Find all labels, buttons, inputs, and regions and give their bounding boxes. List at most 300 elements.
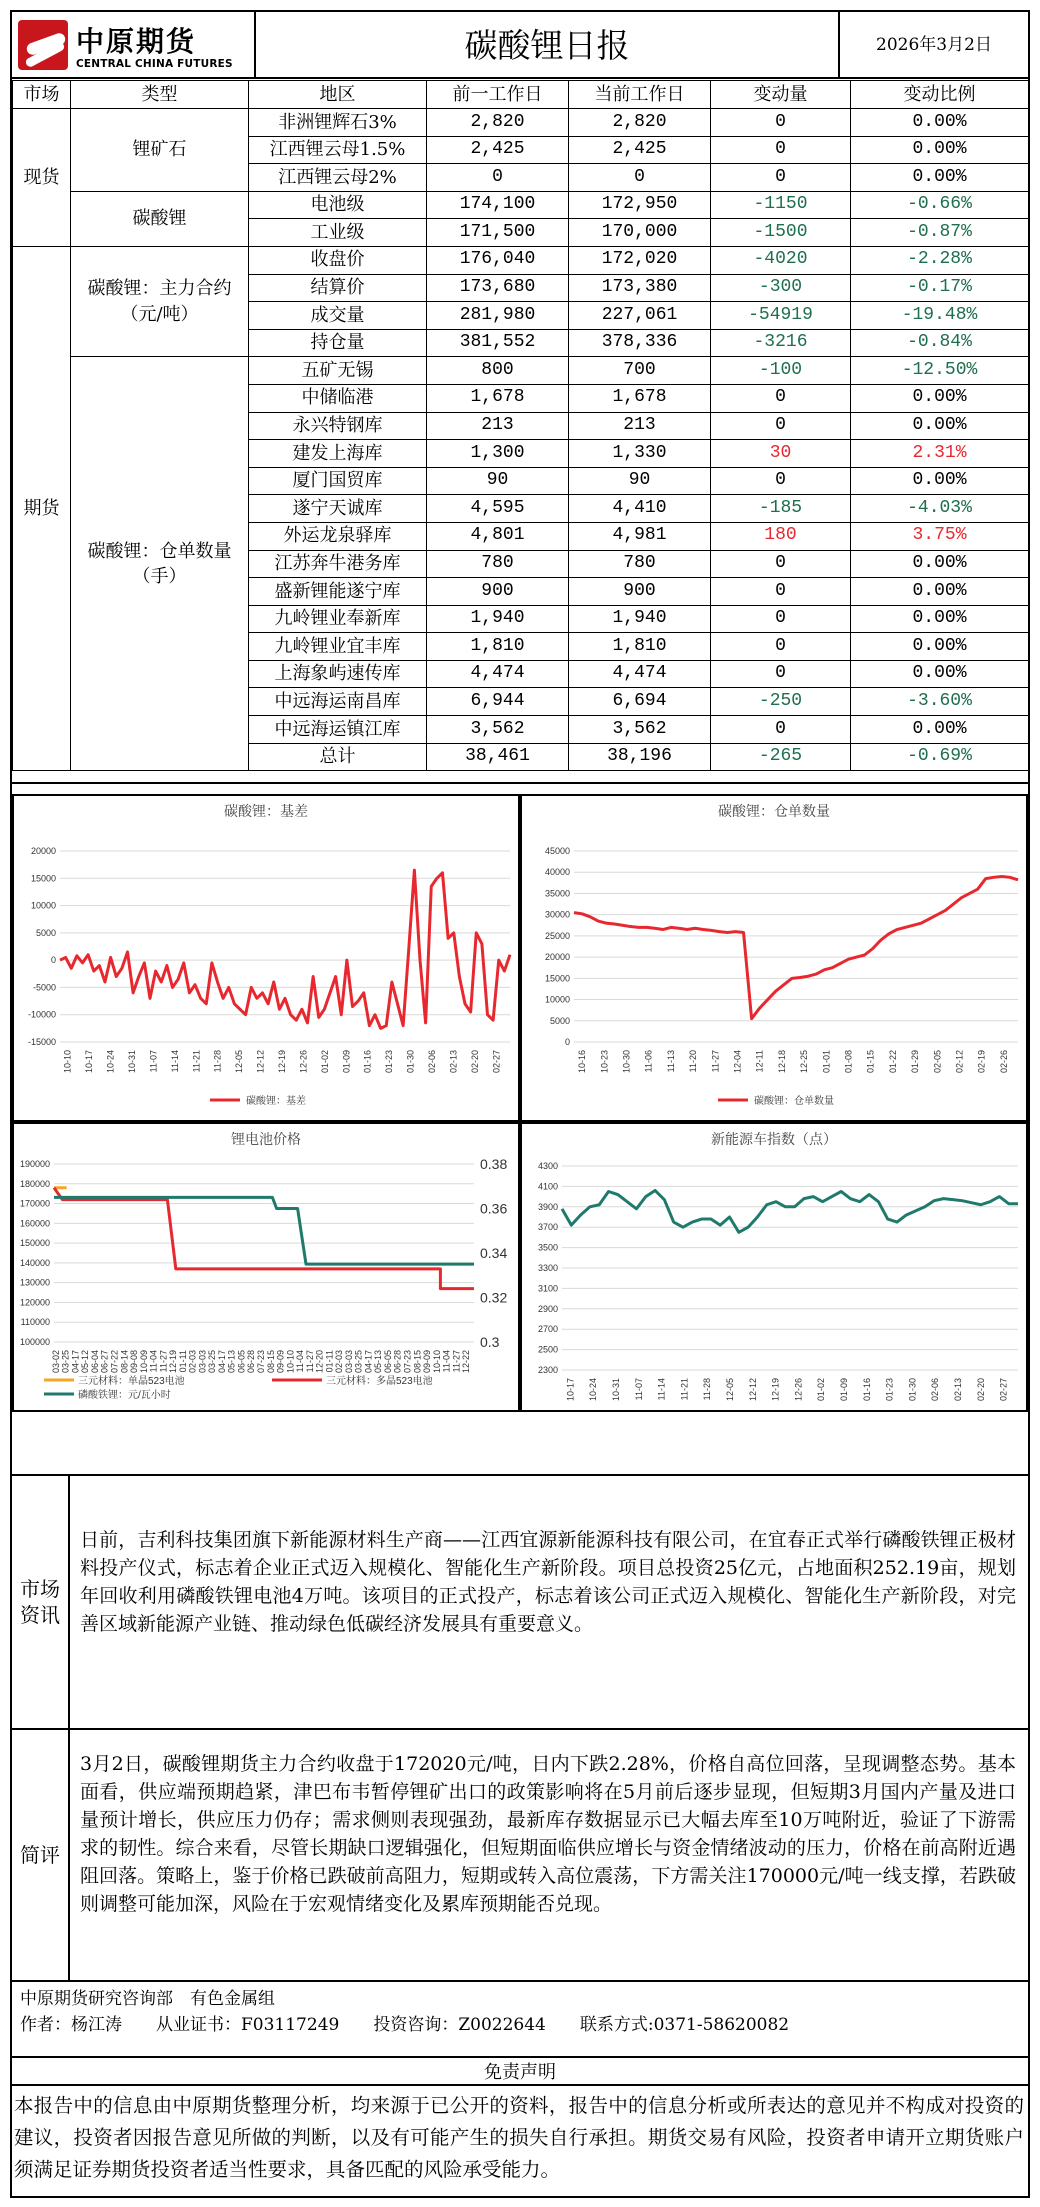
author-info	[12, 1980, 1028, 2040]
cell-curr: 90	[569, 467, 711, 495]
y2-tick-label: 0.32	[480, 1289, 508, 1306]
table-header-row	[13, 81, 1029, 109]
x-tick-label: 11-14	[656, 1378, 667, 1401]
group-ore: 锂矿石	[71, 109, 249, 192]
x-tick-label: 02-03	[334, 1350, 345, 1374]
x-tick-label: 02-06	[930, 1378, 941, 1402]
cell-change: -3216	[711, 329, 851, 357]
cell-prev: 213	[427, 412, 569, 440]
x-tick-label: 01-11	[177, 1350, 188, 1373]
y-tick-label: 2700	[537, 1324, 558, 1335]
x-tick-label: 12-19	[168, 1350, 179, 1374]
x-tick-label: 12-18	[776, 1050, 787, 1074]
x-tick-label: 11-27	[451, 1350, 462, 1373]
y-tick-label: -10000	[27, 1009, 56, 1020]
x-tick-label: 02-05	[932, 1050, 943, 1074]
y-tick-label: 15000	[544, 973, 570, 984]
group-main-contract: 碳酸锂：主力合约（元/吨）	[71, 246, 249, 356]
x-tick-label: 01-22	[887, 1050, 898, 1074]
cell-change: 30	[711, 440, 851, 468]
cell-curr: 6,694	[569, 688, 711, 716]
y-tick-label: 120000	[19, 1297, 50, 1308]
x-tick-label: 12-19	[770, 1378, 781, 1402]
series-line	[54, 1188, 474, 1289]
x-tick-label: 08-15	[265, 1350, 276, 1374]
x-tick-label: 06-28	[246, 1350, 257, 1374]
cell-region: 总计	[249, 743, 427, 771]
cell-region: 上海象屿速传库	[249, 660, 427, 688]
logo-name-en: CENTRAL CHINA FUTURES	[76, 58, 233, 70]
cell-pct: 0.00%	[851, 467, 1029, 495]
x-tick-label: 11-20	[688, 1050, 699, 1073]
cell-pct: 0.00%	[851, 384, 1029, 412]
market-news-section	[12, 1474, 1028, 1728]
y-tick-label: 4300	[537, 1161, 558, 1171]
cell-pct: -3.60%	[851, 688, 1029, 716]
cell-region: 电池级	[249, 191, 427, 219]
cell-region: 中储临港	[249, 384, 427, 412]
cell-curr: 700	[569, 357, 711, 385]
cell-region: 江西锂云母2%	[249, 164, 427, 192]
cell-prev: 173,680	[427, 274, 569, 302]
cell-pct: 2.31%	[851, 440, 1029, 468]
company-logo	[18, 18, 250, 74]
x-tick-label: 03-02	[50, 1350, 61, 1374]
cell-prev: 2,425	[427, 136, 569, 164]
cell-change: -265	[711, 743, 851, 771]
x-tick-label: 12-05	[234, 1050, 245, 1074]
x-tick-label: 10-09	[138, 1350, 149, 1374]
y-tick-label: 4100	[537, 1181, 558, 1192]
cell-curr: 172,950	[569, 191, 711, 219]
cell-change: 0	[711, 660, 851, 688]
x-tick-label: 12-12	[255, 1050, 266, 1074]
cell-change: -1500	[711, 219, 851, 247]
cell-change: -54919	[711, 302, 851, 330]
table-row	[13, 246, 1029, 274]
cell-curr: 173,380	[569, 274, 711, 302]
cell-region: 遂宁天诚库	[249, 495, 427, 523]
x-tick-label: 01-09	[341, 1050, 352, 1074]
x-tick-label: 10-24	[588, 1378, 599, 1402]
x-tick-label: 01-09	[839, 1378, 849, 1402]
cell-curr: 1,810	[569, 633, 711, 661]
cell-prev: 1,300	[427, 440, 569, 468]
x-tick-label: 10-10	[285, 1350, 296, 1374]
group-carbonate: 碳酸锂	[71, 191, 249, 246]
x-tick-label: 12-19	[277, 1050, 287, 1074]
report-title: 碳酸锂日报	[464, 26, 630, 65]
col-header-region: 地区	[249, 81, 427, 109]
x-tick-label: 04-17	[70, 1350, 81, 1374]
cell-change: -100	[711, 357, 851, 385]
x-tick-label: 11-07	[633, 1378, 644, 1401]
x-tick-label: 01-16	[861, 1378, 872, 1402]
x-tick-label: 06-05	[382, 1350, 393, 1374]
x-tick-label: 11-07	[148, 1050, 159, 1073]
x-tick-label: 09-09	[422, 1350, 433, 1374]
x-tick-label: 02-03	[187, 1350, 198, 1374]
cell-curr: 227,061	[569, 302, 711, 330]
x-tick-label: 02-19	[976, 1050, 987, 1074]
x-tick-label: 11-27	[304, 1350, 315, 1373]
cell-region: 九岭锂业宜丰库	[249, 633, 427, 661]
cell-pct: 0.00%	[851, 136, 1029, 164]
x-tick-label: 12-26	[793, 1378, 804, 1402]
cell-curr: 172,020	[569, 246, 711, 274]
cell-pct: 0.00%	[851, 550, 1029, 578]
cell-pct: -4.03%	[851, 495, 1029, 523]
group-warehouse: 碳酸锂：仓单数量（手）	[71, 357, 249, 771]
report-header	[12, 12, 1028, 79]
x-tick-label: 06-27	[99, 1350, 110, 1374]
y-tick-label: 30000	[544, 909, 570, 920]
x-tick-label: 01-23	[884, 1378, 895, 1402]
cell-curr: 2,820	[569, 109, 711, 137]
x-tick-label: 03-25	[353, 1350, 364, 1374]
cell-change: 180	[711, 522, 851, 550]
cell-curr: 378,336	[569, 329, 711, 357]
cell-change: 0	[711, 109, 851, 137]
x-tick-label: 02-27	[998, 1378, 1009, 1402]
y-tick-label: 150000	[19, 1238, 50, 1249]
y-tick-label: 140000	[19, 1257, 50, 1268]
chart-title: 碳酸锂：基差	[224, 803, 308, 819]
cell-region: 结算价	[249, 274, 427, 302]
legend-label: 三元材料：单晶523电池	[78, 1376, 185, 1387]
cell-region: 厦门国贸库	[249, 467, 427, 495]
cell-pct: -2.28%	[851, 246, 1029, 274]
x-tick-label: 06-05	[236, 1350, 247, 1374]
cell-pct: -19.48%	[851, 302, 1029, 330]
x-tick-label: 10-24	[105, 1050, 116, 1074]
y-tick-label: 160000	[19, 1218, 50, 1229]
x-tick-label: 01-16	[362, 1050, 373, 1074]
y-tick-label: 3900	[537, 1201, 558, 1212]
x-tick-label: 11-14	[169, 1050, 180, 1073]
x-tick-label: 01-15	[865, 1050, 876, 1074]
cell-region: 江西锂云母1.5%	[249, 136, 427, 164]
cell-region: 成交量	[249, 302, 427, 330]
cell-pct: 0.00%	[851, 578, 1029, 606]
cell-pct: -0.87%	[851, 219, 1029, 247]
x-tick-label: 09-08	[129, 1350, 140, 1374]
x-tick-label: 11-27	[158, 1350, 169, 1373]
x-tick-label: 06-28	[392, 1350, 403, 1374]
chart-title: 碳酸锂：仓单数量	[718, 803, 830, 819]
price-table	[12, 80, 1029, 771]
x-tick-label: 12-20	[314, 1350, 325, 1374]
y-tick-label: 3300	[537, 1263, 558, 1273]
x-tick-label: 10-30	[621, 1050, 632, 1074]
cell-curr: 4,410	[569, 495, 711, 523]
col-header-prev: 前一工作日	[427, 81, 569, 109]
author-line: 作者：杨江涛 从业证书：F03117249 投资咨询：Z0022644 联系方式:0371-58620082	[20, 2015, 790, 2035]
cell-region: 五矿无锡	[249, 357, 427, 385]
cell-region: 江苏奔牛港务库	[249, 550, 427, 578]
cell-prev: 4,801	[427, 522, 569, 550]
cell-prev: 4,474	[427, 660, 569, 688]
cell-prev: 1,678	[427, 384, 569, 412]
report-date: 2026年3月2日	[876, 35, 992, 55]
cell-change: 0	[711, 384, 851, 412]
x-tick-label: 12-04	[732, 1050, 743, 1074]
market-news-label: 市场资讯	[12, 1476, 70, 1728]
y-tick-label: 3100	[537, 1283, 558, 1294]
cell-pct: 0.00%	[851, 164, 1029, 192]
y-tick-label: 180000	[19, 1178, 50, 1189]
x-tick-label: 10-31	[611, 1378, 621, 1402]
cell-change: -4020	[711, 246, 851, 274]
cell-pct: 0.00%	[851, 605, 1029, 633]
x-tick-label: 03-03	[197, 1350, 208, 1374]
x-tick-label: 11-13	[665, 1050, 676, 1073]
cell-prev: 0	[427, 164, 569, 192]
x-tick-label: 08-15	[412, 1350, 423, 1374]
x-tick-label: 08-14	[119, 1350, 130, 1374]
cell-prev: 800	[427, 357, 569, 385]
y-tick-label: 40000	[544, 867, 570, 878]
market-spot: 现货	[13, 109, 71, 247]
x-tick-label: 02-12	[954, 1050, 965, 1074]
cell-pct: -12.50%	[851, 357, 1029, 385]
x-tick-label: 11-06	[643, 1050, 654, 1073]
x-tick-label: 01-11	[324, 1350, 335, 1373]
x-tick-label: 02-26	[998, 1050, 1009, 1074]
x-tick-label: 02-20	[975, 1378, 986, 1402]
x-tick-label: 03-03	[343, 1350, 354, 1374]
x-tick-label: 12-25	[799, 1050, 810, 1074]
x-tick-label: 05-13	[373, 1350, 384, 1374]
cell-change: 0	[711, 467, 851, 495]
disclaimer-title: 免责声明	[12, 2056, 1028, 2086]
chart-title: 新能源车指数（点）	[711, 1131, 837, 1147]
x-tick-label: 11-21	[191, 1050, 202, 1073]
cell-curr: 780	[569, 550, 711, 578]
cell-region: 外运龙泉驿库	[249, 522, 427, 550]
chart-warehouse	[520, 794, 1028, 1122]
cell-curr: 3,562	[569, 716, 711, 744]
logo-name-cn: 中原期货	[76, 25, 197, 58]
x-tick-label: 12-22	[461, 1350, 472, 1374]
x-tick-label: 10-10	[62, 1050, 73, 1074]
y-tick-label: 100000	[19, 1337, 50, 1347]
cell-pct: 0.00%	[851, 716, 1029, 744]
y-tick-label: 0	[564, 1037, 570, 1047]
cell-change: 0	[711, 164, 851, 192]
x-tick-label: 07-23	[256, 1350, 266, 1374]
x-tick-label: 11-04	[148, 1350, 159, 1373]
x-tick-label: 04-17	[216, 1350, 227, 1374]
review-label: 简评	[12, 1730, 70, 1980]
cell-curr: 0	[569, 164, 711, 192]
cell-curr: 4,474	[569, 660, 711, 688]
x-tick-label: 02-13	[953, 1378, 963, 1402]
cell-region: 永兴特钢库	[249, 412, 427, 440]
cell-curr: 900	[569, 578, 711, 606]
y-tick-label: 2300	[537, 1365, 558, 1375]
y-tick-label: 2900	[537, 1303, 558, 1314]
cell-region: 建发上海库	[249, 440, 427, 468]
x-tick-label: 02-06	[427, 1050, 437, 1074]
y-tick-label: 20000	[30, 846, 56, 856]
cell-region: 中远海运南昌库	[249, 688, 427, 716]
y-tick-label: 3500	[537, 1242, 558, 1253]
y2-tick-label: 0.36	[480, 1200, 508, 1217]
y-tick-label: 5000	[35, 927, 56, 938]
cell-curr: 1,678	[569, 384, 711, 412]
y-tick-label: 3700	[537, 1222, 558, 1233]
x-tick-label: 05-13	[226, 1350, 237, 1374]
cell-pct: 0.00%	[851, 412, 1029, 440]
x-tick-label: 03-25	[60, 1350, 71, 1374]
x-tick-label: 10-10	[431, 1350, 442, 1374]
y-tick-label: 25000	[544, 930, 570, 941]
col-header-curr: 当前工作日	[569, 81, 711, 109]
x-tick-label: 01-01	[821, 1050, 832, 1074]
x-tick-label: 01-30	[907, 1378, 918, 1402]
market-futures: 期货	[13, 246, 71, 770]
y-tick-label: 110000	[20, 1317, 50, 1328]
x-tick-label: 05-12	[80, 1350, 91, 1374]
cell-change: -250	[711, 688, 851, 716]
x-tick-label: 11-04	[295, 1350, 306, 1373]
x-tick-label: 10-23	[599, 1050, 610, 1074]
cell-change: 0	[711, 605, 851, 633]
chart-battery-price	[12, 1122, 520, 1412]
x-tick-label: 01-29	[910, 1050, 921, 1074]
cell-change: 0	[711, 578, 851, 606]
y-tick-label: 5000	[549, 1015, 570, 1026]
disclaimer-text: 本报告中的信息由中原期货整理分析，均来源于已公开的资料，报告中的信息分析或所表达的意见并不构成对投资的建议，投资者因报告意见所做的判断，以及有可能产生的损失自行承担。期货交易有风险，投资者申请开立期货账户须满足证券期货投资者适当性要求，具备匹配的风险承受能力。	[14, 2094, 1024, 2181]
cell-change: 0	[711, 550, 851, 578]
x-tick-label: 04-17	[363, 1350, 374, 1374]
cell-region: 九岭锂业奉新库	[249, 605, 427, 633]
x-tick-label: 01-08	[843, 1050, 854, 1074]
table-row	[13, 357, 1029, 385]
cell-prev: 6,944	[427, 688, 569, 716]
x-tick-label: 12-05	[725, 1378, 735, 1402]
cell-prev: 4,595	[427, 495, 569, 523]
dept-line: 中原期货研究咨询部 有色金属组	[20, 1989, 275, 2009]
x-tick-label: 10-31	[127, 1050, 137, 1074]
y-tick-label: 10000	[30, 900, 56, 911]
x-tick-label: 10-17	[565, 1378, 576, 1402]
cell-curr: 4,981	[569, 522, 711, 550]
cell-curr: 170,000	[569, 219, 711, 247]
cell-change: -300	[711, 274, 851, 302]
x-tick-label: 11-04	[441, 1350, 452, 1373]
cell-prev: 38,461	[427, 743, 569, 771]
x-tick-label: 11-27	[710, 1050, 721, 1073]
col-header-change: 变动量	[711, 81, 851, 109]
cell-prev: 176,040	[427, 246, 569, 274]
x-tick-label: 12-12	[747, 1378, 758, 1402]
cell-curr: 213	[569, 412, 711, 440]
cell-prev: 3,562	[427, 716, 569, 744]
x-tick-label: 02-13	[448, 1050, 459, 1074]
cell-region: 持仓量	[249, 329, 427, 357]
x-tick-label: 10-17	[84, 1050, 95, 1074]
legend-label: 三元材料：多晶523电池	[326, 1376, 433, 1387]
y-tick-label: 190000	[19, 1159, 50, 1169]
cell-prev: 1,810	[427, 633, 569, 661]
cell-prev: 174,100	[427, 191, 569, 219]
cell-pct: -0.66%	[851, 191, 1029, 219]
y2-tick-label: 0.3	[480, 1334, 500, 1350]
market-news-text: 日前，吉利科技集团旗下新能源材料生产商——江西宜源新能源科技有限公司，在宜春正式举行磷酸铁锂正极材料投产仪式，标志着企业正式迈入规模化、智能化生产新阶段。项目总投资25亿元，占地面积252.19亩，规划年回收利用磷酸铁锂电池4万吨。该项目的正式投产，标志着该公司正式迈入规模化、智能化生产新阶段，对完善区域新能源产业链、推动绿色低碳经济发展具有重要意义。	[80, 1529, 1016, 1635]
cell-pct: -0.69%	[851, 743, 1029, 771]
y-tick-label: 35000	[544, 888, 570, 899]
col-header-pct: 变动比例	[851, 81, 1029, 109]
y2-tick-label: 0.34	[480, 1245, 508, 1261]
col-header-market: 市场	[13, 81, 71, 109]
cell-change: 0	[711, 136, 851, 164]
y-tick-label: 20000	[544, 952, 570, 963]
x-tick-label: 02-20	[469, 1050, 480, 1074]
cell-pct: 0.00%	[851, 633, 1029, 661]
cell-region: 工业级	[249, 219, 427, 247]
y-tick-label: -15000	[27, 1037, 56, 1047]
legend-label: 磷酸铁锂：元/瓦小时	[78, 1390, 171, 1401]
cell-prev: 381,552	[427, 329, 569, 357]
cell-pct: -0.84%	[851, 329, 1029, 357]
cell-change: 0	[711, 412, 851, 440]
cell-region: 盛新锂能遂宁库	[249, 578, 427, 606]
cell-change: 0	[711, 716, 851, 744]
x-tick-label: 11-21	[679, 1378, 690, 1401]
cell-prev: 281,980	[427, 302, 569, 330]
cell-curr: 2,425	[569, 136, 711, 164]
y-tick-label: 0	[50, 955, 56, 966]
x-tick-label: 07-22	[109, 1350, 120, 1374]
x-tick-label: 12-26	[298, 1050, 309, 1074]
logo-mark-icon	[18, 20, 68, 70]
x-tick-label: 02-27	[491, 1050, 502, 1074]
x-tick-label: 01-23	[384, 1050, 395, 1074]
cell-region: 中远海运镇江库	[249, 716, 427, 744]
cell-prev: 780	[427, 550, 569, 578]
col-header-type: 类型	[71, 81, 249, 109]
cell-change: 0	[711, 633, 851, 661]
x-tick-label: 06-04	[89, 1350, 100, 1374]
x-tick-label: 12-11	[754, 1050, 765, 1073]
y-tick-label: 10000	[544, 994, 570, 1005]
chart-nev-index	[520, 1122, 1028, 1412]
cell-curr: 1,330	[569, 440, 711, 468]
cell-curr: 38,196	[569, 743, 711, 771]
table-row	[13, 191, 1029, 219]
cell-region: 收盘价	[249, 246, 427, 274]
cell-prev: 1,940	[427, 605, 569, 633]
x-tick-label: 10-16	[577, 1050, 588, 1074]
cell-region: 非洲锂辉石3%	[249, 109, 427, 137]
x-tick-label: 01-30	[405, 1050, 416, 1074]
x-tick-label: 01-02	[319, 1050, 330, 1074]
cell-pct: 3.75%	[851, 522, 1029, 550]
x-tick-label: 11-28	[702, 1378, 713, 1401]
cell-prev: 171,500	[427, 219, 569, 247]
cell-prev: 90	[427, 467, 569, 495]
cell-prev: 900	[427, 578, 569, 606]
table-row	[13, 109, 1029, 137]
cell-pct: 0.00%	[851, 109, 1029, 137]
cell-change: -1150	[711, 191, 851, 219]
review-section	[12, 1728, 1028, 1980]
y-tick-label: 170000	[19, 1198, 50, 1209]
cell-change: -185	[711, 495, 851, 523]
cell-pct: 0.00%	[851, 660, 1029, 688]
